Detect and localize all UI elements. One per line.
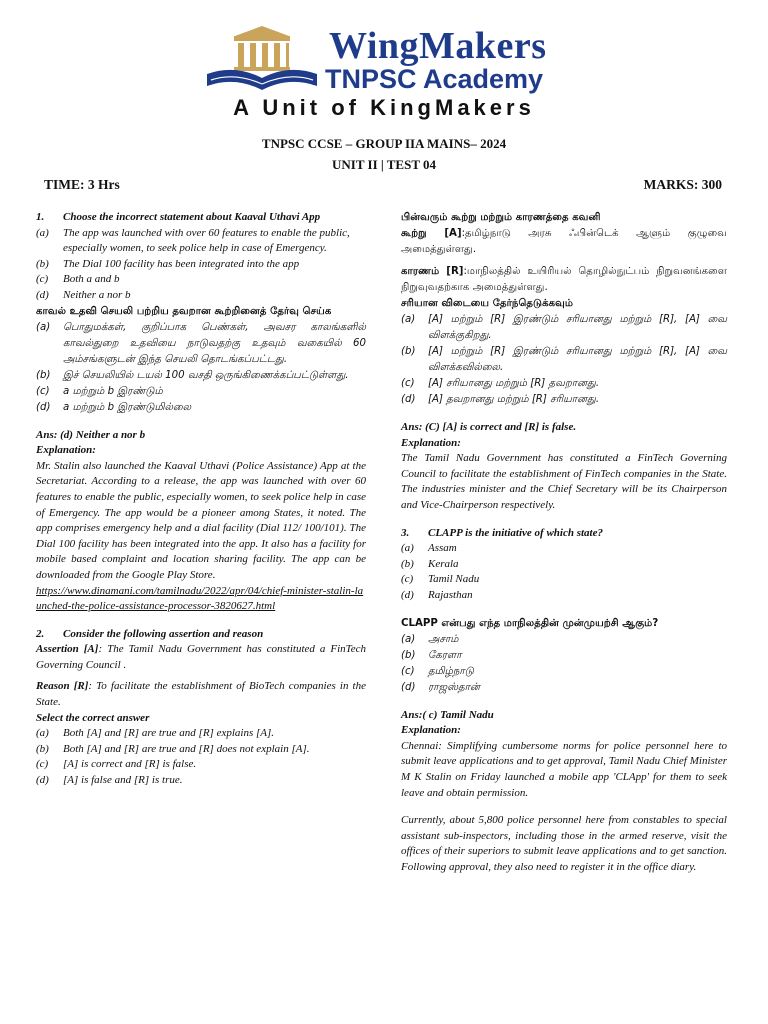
option-text: Both a and b <box>63 273 120 286</box>
question-text: CLAPP is the initiative of which state? <box>428 526 603 539</box>
option-label: (d) <box>36 288 49 301</box>
marks-label: MARKS: 300 <box>643 177 722 192</box>
left-column <box>36 210 366 789</box>
option-label: (c) <box>401 378 415 389</box>
option-label: (c) <box>401 665 415 677</box>
brand-name: WingMakers <box>329 25 547 67</box>
option-label: (a) <box>401 633 416 645</box>
option-text: The app was launched with over 60 features to enable the public, especially women, to seek police help in case of Emergency. <box>63 226 350 255</box>
option-text: a மற்றும் b இரண்டும் <box>63 385 163 397</box>
option <box>401 588 727 604</box>
select-instruction-tamil: சரியான விடையை தேர்ந்தெடுக்கவும் <box>401 298 574 309</box>
exam-title: TNPSC CCSE – GROUP IIA MAINS– 2024 <box>261 136 507 151</box>
option-tamil <box>401 680 727 696</box>
option-text: a மற்றும் b இரண்டுமில்லை <box>63 401 192 413</box>
assertion-label-tamil: கூற்று [A] <box>401 228 462 239</box>
brand-subtitle: TNPSC Academy <box>325 64 544 94</box>
option <box>36 757 366 773</box>
option-tamil <box>401 344 727 376</box>
answer: Ans: (d) Neither a nor b <box>36 428 146 441</box>
assertion-text-tamil: :தமிழ்நாடு அரசு ஃபின்டெக் ஆளும் குழுவை அமைத்துள்ளது. <box>401 228 727 255</box>
assertion <box>36 642 366 673</box>
option-text: பொதுமக்கள், குறிப்பாக பெண்கள், அவசர காலங்களில் காவல்துறை உதவியை நாடுவதற்கு உதவும் வகையில் 60 அம்சங்களுடன் இந்த செயலி தொடங்கப்பட்டது. <box>63 321 366 365</box>
reason-text: : To facilitate the establishment of BioTech companies in the State. <box>36 680 366 709</box>
option-tamil <box>36 384 366 400</box>
option <box>36 257 366 273</box>
question-3 <box>401 526 727 542</box>
question-text: Choose the incorrect statement about Kaaval Uthavi App <box>63 211 321 223</box>
option-label: (b) <box>401 557 414 570</box>
option <box>401 541 727 557</box>
reason-label-tamil: காரணம் [R] <box>401 266 464 277</box>
intro-tamil: பின்வரும் கூற்று மற்றும் காரணத்தை கவனி <box>401 212 601 223</box>
option-text: Kerala <box>428 557 459 570</box>
option-tamil <box>36 368 366 384</box>
reason-tamil <box>401 264 727 296</box>
option-tamil <box>401 632 727 648</box>
question-2 <box>36 627 366 643</box>
option-label: (d) <box>36 774 49 787</box>
question-number: 3. <box>401 526 410 539</box>
option-label: (d) <box>401 588 414 601</box>
option <box>36 773 366 789</box>
assertion-label: Assertion [A] <box>36 643 99 656</box>
option-label: (b) <box>36 369 51 381</box>
explanation-text: The Tamil Nadu Government has constituted a FinTech Governing Council to facilitate the establishment of FinTech companies in the State. The industries minister and the Chief Secretary will be its Chairperson and Vice-Chairperson respectively. <box>401 452 727 511</box>
answer: Ans: (C) [A] is correct and [R] is false. <box>401 421 577 433</box>
question-number: 2. <box>36 627 45 640</box>
option-text: தமிழ்நாடு <box>428 665 474 677</box>
option-label: (d) <box>401 681 416 693</box>
option-label: (a) <box>36 226 49 239</box>
explanation-text: Mr. Stalin also launched the Kaaval Uthavi (Police Assistance) App at the Secretariat. According to a release, the app was launched with over 60 features to enable the public, especially women, to seek police help in case of Emergency. The app would be a pioneer among States, it noted. The app comprises emergency help and a dial facility (Dial 112/ 100/101). The Dial 100 facility has been integrated into the app. It also has a facility for mobile based complaint and location sharing facility. The app can be downloaded from the Google Play Store. <box>36 459 366 581</box>
option-text: Both [A] and [R] are true and [R] does not explain [A]. <box>63 742 310 755</box>
option <box>36 272 366 288</box>
option-label: (a) <box>36 727 49 740</box>
option-label: (a) <box>36 321 51 333</box>
time-label: TIME: 3 Hrs <box>44 177 120 192</box>
option-label: (b) <box>36 257 49 270</box>
option <box>36 288 366 304</box>
reason-label: Reason [R] <box>36 680 89 693</box>
explanation-text: Chennai: Simplifying cumbersome norms for police personnel here to submit leave applications and to get approval, Tamil Nadu Chief Minister M K Stalin on Friday launched a mobile app 'CLApp' for them to seek leave and obtain permission. <box>401 739 727 799</box>
option-tamil <box>401 376 727 392</box>
assertion-text: : The Tamil Nadu Government has constituted a FinTech Governing Council . <box>36 643 366 671</box>
option-label: (c) <box>36 758 49 771</box>
option-label: (b) <box>401 649 416 661</box>
question-text-tamil: காவல் உதவி செயலி பற்றிய தவறான கூற்றினைத் தேர்வு செய்க <box>36 305 332 317</box>
exam-unit: UNIT II | TEST 04 <box>331 157 437 172</box>
option-label: (b) <box>36 742 49 755</box>
reason-text-tamil: :மாநிலத்தில் உயிரியல் தொழில்நுட்பம் நிறுவனங்களை நிறுவுவதற்காக அமைத்துள்ளது. <box>401 266 728 293</box>
explanation-heading: Explanation: <box>36 444 96 457</box>
assertion-tamil <box>401 226 727 258</box>
explanation-text: Currently, about 5,800 police personnel here from constables to special assistant sub-inspectors, including those in the armed reserve, visit the offices of their superiors to submit leave applications and to get sanction. Following approval, they also need to register it in the office diary. <box>401 814 727 873</box>
option <box>401 572 727 588</box>
option <box>36 742 366 758</box>
option-text: [A] மற்றும் [R] இரண்டும் சரியானது மற்றும் [R], [A] வை விளக்குகிறது. <box>428 314 727 341</box>
option-text: Neither a nor b <box>63 288 131 301</box>
select-instruction: Select the correct answer <box>36 711 150 724</box>
source-link[interactable]: https://www.dinamani.com/tamilnadu/2022/apr/04/chief-minister-stalin-launched-the-police-assistance-processor-3820627.html <box>36 584 364 613</box>
option <box>36 726 366 742</box>
question-text-tamil: CLAPP என்பது எந்த மாநிலத்தின் முன்முயற்சி ஆகும்? <box>401 617 659 629</box>
option-text: இச் செயலியில் டயல் 100 வசதி ஒருங்கிணைக்கப்பட்டுள்ளது. <box>63 369 349 381</box>
option-tamil <box>401 664 727 680</box>
question-1 <box>36 210 366 226</box>
option-text: Tamil Nadu <box>428 573 480 586</box>
option-tamil <box>36 400 366 416</box>
option-text: [A] is false and [R] is true. <box>63 774 183 787</box>
answer: Ans:( c) Tamil Nadu <box>401 708 494 721</box>
option-text: Both [A] and [R] are true and [R] explains [A]. <box>63 727 275 740</box>
right-column <box>401 210 727 875</box>
option-text: [A] மற்றும் [R] இரண்டும் சரியானது மற்றும் [R], [A] வை விளக்கவில்லை. <box>428 346 727 373</box>
option-label: (c) <box>401 573 414 586</box>
option-text: கேரளா <box>428 649 462 661</box>
option-label: (a) <box>401 542 414 555</box>
option-label: (a) <box>401 314 416 325</box>
option-text: [A] தவறானது மற்றும் [R] சரியானது. <box>428 394 600 405</box>
option-text: Assam <box>428 542 457 555</box>
question-number: 1. <box>36 211 45 223</box>
option-text: [A] is correct and [R] is false. <box>63 758 197 771</box>
option <box>401 557 727 573</box>
option <box>36 226 366 257</box>
tagline: A Unit of KingMakers <box>233 95 535 120</box>
explanation-heading: Explanation: <box>401 436 461 449</box>
option-text: [A] சரியானது மற்றும் [R] தவறானது. <box>428 378 600 389</box>
option-text: ராஜஸ்தான் <box>428 681 480 693</box>
option-tamil <box>401 648 727 664</box>
option-label: (d) <box>401 394 416 405</box>
option-label: (c) <box>36 273 49 286</box>
question-text: Consider the following assertion and reason <box>63 627 264 640</box>
option-text: அசாம் <box>428 633 459 645</box>
option-tamil <box>36 320 366 368</box>
academy-pillar-book-icon <box>205 24 320 94</box>
option-label: (d) <box>36 401 51 413</box>
option-text: Rajasthan <box>428 588 473 601</box>
option-label: (c) <box>36 385 50 397</box>
option-label: (b) <box>401 346 416 357</box>
option-text: The Dial 100 facility has been integrated into the app <box>63 257 300 270</box>
reason <box>36 679 366 710</box>
explanation-heading: Explanation: <box>401 724 461 737</box>
option-tamil <box>401 392 727 408</box>
option-tamil <box>401 312 727 344</box>
